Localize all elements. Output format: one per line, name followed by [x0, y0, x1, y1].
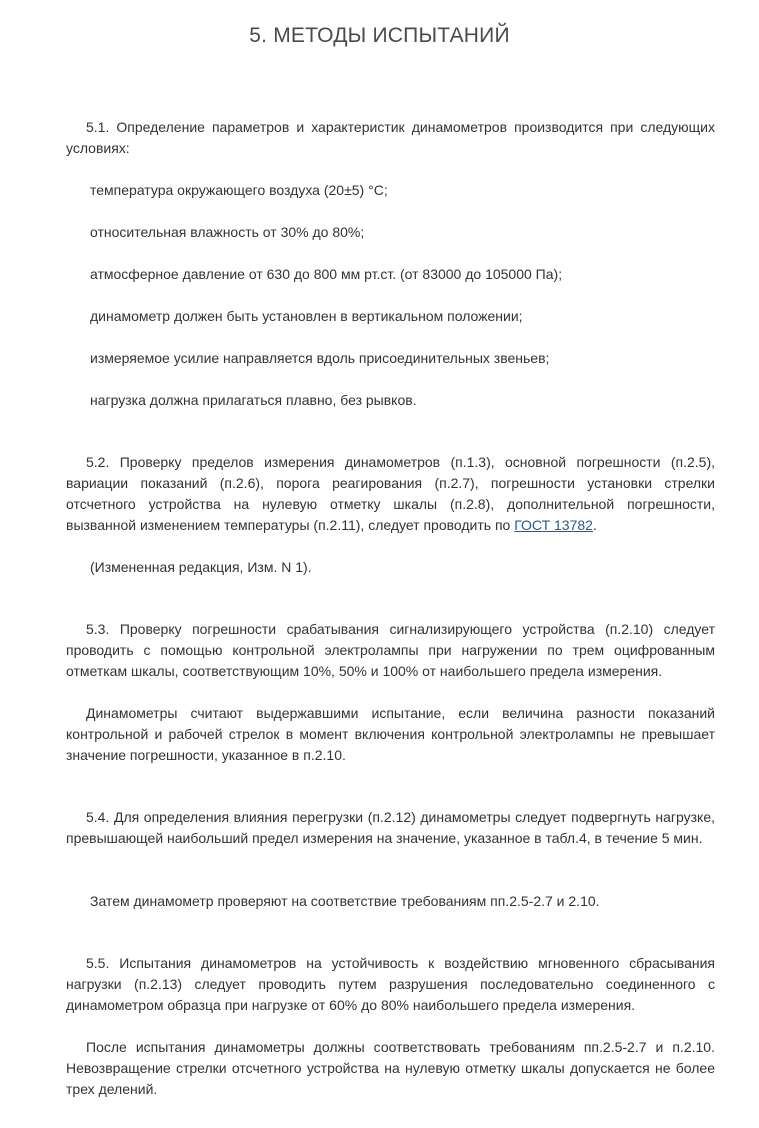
paragraph-5-4: 5.4. Для определения влияния перегрузки (п.2.12) динамометры следует подвергнуть нагрузке, превышающей наибольший предел измерения на значение, указанное в табл.4, в течение 5 мин. — [66, 809, 715, 846]
condition-item: нагрузка должна прилагаться плавно, без рывков. — [90, 392, 417, 408]
condition-item: относительная влажность от 30% до 80%; — [90, 224, 365, 240]
paragraph-5-4-check: Затем динамометр проверяют на соответствие требованиям пп.2.5-2.7 и 2.10. — [90, 893, 600, 909]
paragraph-5-1-intro: 5.1. Определение параметров и характеристик динамометров производится при следующих условиях: — [66, 119, 715, 156]
paragraph-5-3-result: Динамометры считают выдержавшими испытание, если величина разности показаний контрольной и рабочей стрелок в момент включения контрольной электролампы не превышает значение погрешности, указанное в п.2.10. — [66, 705, 715, 763]
paragraph-5-2-end: . — [592, 517, 597, 533]
amendment-note: (Измененная редакция, Изм. N 1). — [90, 559, 312, 575]
paragraph-5-5-result: После испытания динамометры должны соответствовать требованиям пп.2.5-2.7 и п.2.10. Невозвращение стрелки отсчетного устройства на нулевую отметку шкалы допускается не более трех делений. — [66, 1039, 715, 1097]
condition-item: температура окружающего воздуха (20±5) °С; — [90, 182, 388, 198]
paragraph-5-2-text: 5.2. Проверку пределов измерения динамометров (п.1.3), основной погрешности (п.2.5), вариации показаний (п.2.6), порога реагирования (п.2.7), погрешности установки стрелки отсчетного устройства на нулевую отметку шкалы (п.2.8), дополнительной погрешности, вызванной изменением температуры (п.2.11), следует проводить по — [66, 454, 715, 533]
condition-item: атмосферное давление от 630 до 800 мм рт.ст. (от 83000 до 105000 Па); — [90, 266, 563, 282]
paragraph-5-3: 5.3. Проверку погрешности срабатывания сигнализирующего устройства (п.2.10) следует проводить с помощью контрольной электролампы при нагружении по трем оцифрованным отметкам шкалы, соответствующим 10%, 50% и 100% от наибольшего предела измерения. — [66, 621, 715, 679]
section-title: 5. МЕТОДЫ ИСПЫТАНИЙ — [249, 24, 510, 47]
paragraph-5-5: 5.5. Испытания динамометров на устойчивость к воздействию мгновенного сбрасывания нагрузки (п.2.13) следует проводить путем разрушения последовательно соединенного с динамометром образца при нагрузке от 60% до 80% наибольшего предела измерения. — [66, 955, 715, 1013]
paragraph-5-2 — [66, 452, 715, 536]
gost-13782-link[interactable]: ГОСТ 13782 — [514, 517, 593, 533]
condition-item: динамометр должен быть установлен в вертикальном положении; — [90, 308, 523, 324]
condition-item: измеряемое усилие направляется вдоль присоединительных звеньев; — [90, 350, 550, 366]
